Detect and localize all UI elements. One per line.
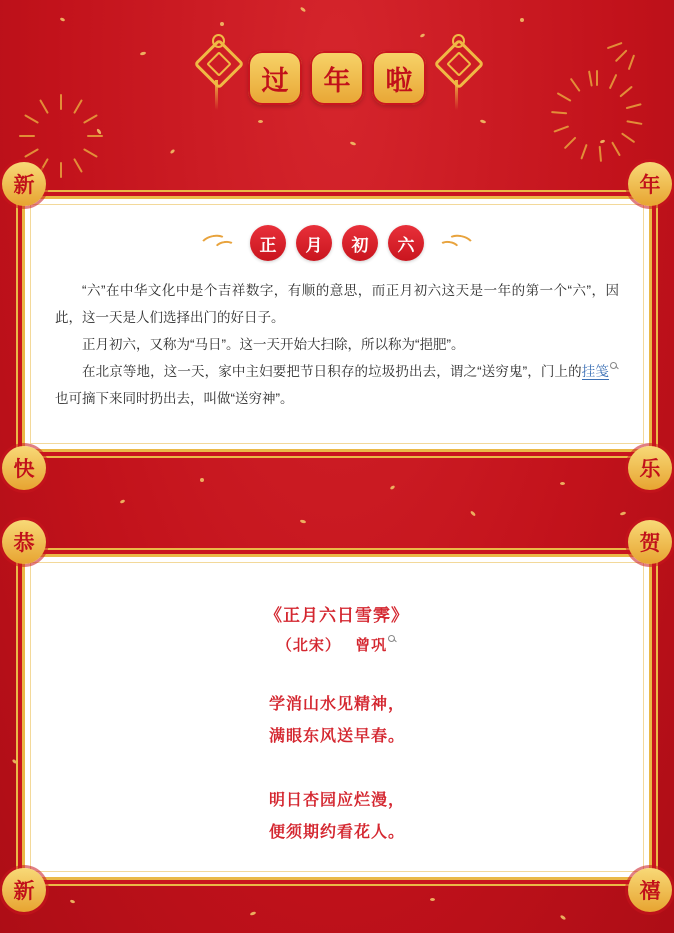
article-paragraph-3-after: 也可摘下来同时扔出去，叫做“送穷神”。: [55, 391, 294, 406]
confetti-speck: [350, 141, 357, 146]
date-pill-1: 正: [250, 225, 286, 261]
confetti-speck: [70, 899, 76, 904]
confetti-speck: [12, 759, 18, 765]
confetti-speck: [250, 911, 257, 916]
badge-left-4: 新: [2, 868, 46, 912]
poem-card: [22, 554, 652, 880]
date-pill-2: 月: [296, 225, 332, 261]
poem-line-3: 明日杏园应烂漫，: [268, 792, 405, 809]
article-paragraph-1: “六”在中华文化中是个吉祥数字，有顺的意思，而正月初六这天是一年的第一个“六”，因此，这一天是人们选择出门的好日子。: [55, 283, 619, 325]
confetti-speck: [560, 915, 567, 921]
banner-char-3: 啦: [372, 51, 426, 105]
article-card: [22, 196, 652, 452]
search-icon[interactable]: [610, 362, 619, 371]
confetti-speck: [120, 499, 126, 504]
badge-right-2: 乐: [628, 446, 672, 490]
confetti-speck: [300, 6, 307, 12]
confetti-speck: [600, 139, 606, 144]
confetti-speck: [258, 120, 263, 123]
poem-title: 《正月六日雪霁》: [265, 606, 409, 625]
confetti-speck: [620, 511, 627, 516]
date-pill-4: 六: [388, 225, 424, 261]
article-body: [55, 277, 619, 412]
badge-left-3: 恭: [2, 520, 46, 564]
poem-block: [25, 601, 649, 849]
confetti-speck: [470, 510, 476, 516]
badge-right-4: 禧: [628, 868, 672, 912]
poem-author: 曾巩: [355, 638, 388, 654]
top-banner: [0, 38, 674, 118]
poem-stanza-2: [25, 785, 649, 849]
banner-char-2: 年: [310, 51, 364, 105]
confetti-speck: [300, 519, 307, 523]
badge-right-3: 贺: [628, 520, 672, 564]
badge-left-1: 新: [2, 162, 46, 206]
article-paragraph-3-before: 在北京等地，这一天，家中主妇要把节日积存的垃圾扔出去，谓之“送穷鬼”，门上的: [82, 364, 582, 379]
poem-author-line: [25, 634, 649, 655]
confetti-speck: [170, 149, 176, 155]
search-icon[interactable]: [388, 635, 397, 644]
poem-line-2: 满眼东风送早春。: [268, 728, 405, 745]
confetti-speck: [60, 17, 66, 22]
confetti-speck: [520, 18, 524, 22]
chinese-knot-left-icon: [194, 40, 240, 116]
badge-right-1: 年: [628, 162, 672, 206]
confetti-speck: [430, 898, 435, 901]
badge-left-2: 快: [2, 446, 46, 490]
cloud-ornament-right-icon: [434, 233, 474, 253]
poem-line-4: 便须期约看花人。: [268, 824, 405, 841]
confetti-speck: [220, 22, 224, 26]
guajian-link[interactable]: 挂笺: [581, 364, 609, 379]
confetti-speck: [560, 482, 565, 485]
poem-stanza-1: [25, 689, 649, 753]
confetti-speck: [96, 128, 102, 135]
chinese-knot-right-icon: [434, 40, 480, 116]
date-pill-row: [25, 225, 649, 261]
article-paragraph-3: [55, 358, 619, 412]
poem-dynasty: （北宋）: [276, 638, 341, 654]
confetti-speck: [480, 119, 487, 124]
banner-char-1: 过: [248, 51, 302, 105]
cloud-ornament-left-icon: [200, 233, 240, 253]
poem-line-1: 学消山水见精神，: [268, 696, 405, 713]
confetti-speck: [390, 485, 396, 490]
article-paragraph-2: 正月初六，又称为“马日”。这一天开始大扫除，所以称为“挹肥”。: [82, 337, 465, 352]
date-pill-3: 初: [342, 225, 378, 261]
confetti-speck: [200, 478, 204, 482]
